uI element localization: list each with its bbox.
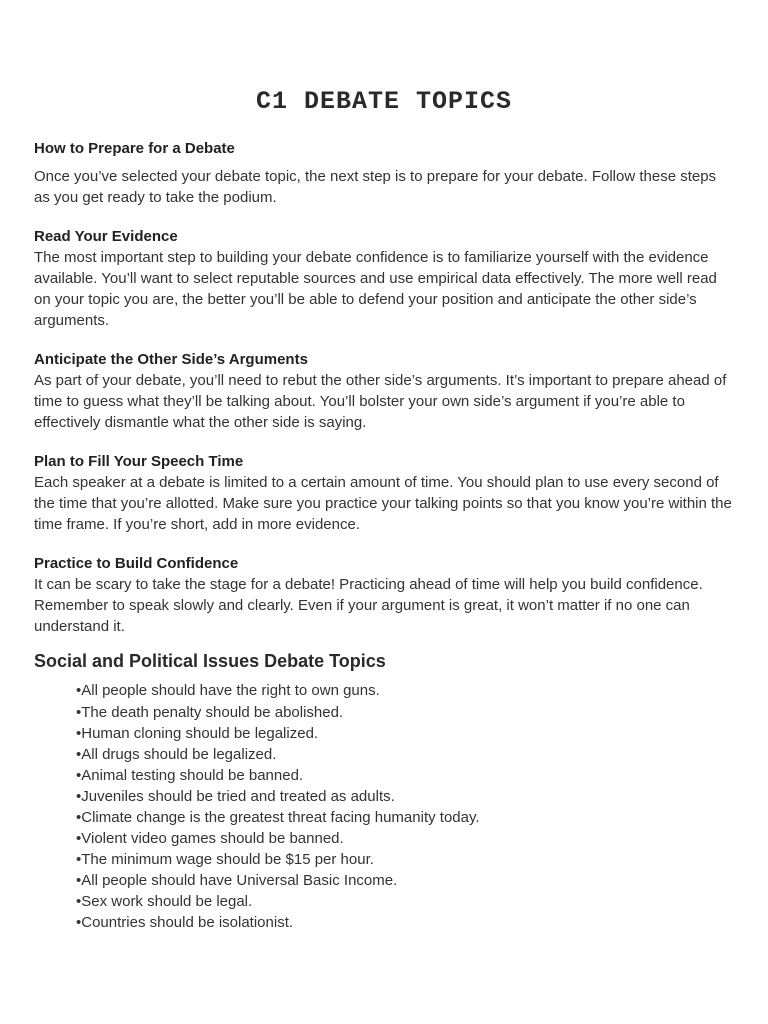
list-item: •Human cloning should be legalized. — [76, 724, 319, 742]
section-body: It can be scary to take the stage for a debate! Practicing ahead of time will help you build confidence. Remember to speak slowly and clearly. Even if your argument is great, it won’t matter if no one can understand it. — [34, 575, 703, 636]
section-anticipate-arguments — [34, 349, 734, 434]
section-read-evidence — [34, 226, 734, 332]
list-item: •Animal testing should be banned. — [76, 766, 304, 784]
list-item: •The death penalty should be abolished. — [76, 703, 344, 721]
section-speech-time — [34, 451, 734, 536]
page-title: C1 DEBATE TOPICS — [255, 87, 513, 116]
list-item: •All drugs should be legalized. — [76, 745, 277, 763]
section-prepare — [34, 138, 734, 209]
list-item: •Climate change is the greatest threat facing humanity today. — [76, 809, 480, 827]
section-heading: Practice to Build Confidence — [34, 554, 239, 572]
topics-list — [34, 680, 734, 933]
list-item: •All people should have the right to own guns. — [76, 682, 380, 700]
section-build-confidence — [34, 553, 734, 638]
section-body: As part of your debate, you’ll need to rebut the other side’s arguments. It’s important to prepare ahead of time to guess what they’ll be talking about. You’ll bolster your own side’s argument if you’re able to effectively dismantle what the other side is saying. — [34, 371, 727, 432]
section-heading: Plan to Fill Your Speech Time — [34, 452, 244, 470]
document-page — [34, 86, 734, 934]
list-item: •Violent video games should be banned. — [76, 830, 344, 848]
list-item: •Countries should be isolationist. — [76, 914, 294, 932]
list-item: •All people should have Universal Basic Income. — [76, 872, 398, 890]
topics-heading: Social and Political Issues Debate Topics — [34, 651, 386, 672]
list-item: •Sex work should be legal. — [76, 893, 253, 911]
list-item: •Juveniles should be tried and treated as adults. — [76, 787, 395, 805]
section-body: Once you’ve selected your debate topic, the next step is to prepare for your debate. Follow these steps as you get ready to take the podium. — [34, 168, 717, 207]
section-heading: Anticipate the Other Side’s Arguments — [34, 350, 308, 368]
section-heading: Read Your Evidence — [34, 227, 178, 245]
section-body: Each speaker at a debate is limited to a certain amount of time. You should plan to use every second of the time that you’re allotted. Make sure you practice your talking points so that you know you’re within the time frame. If you’re short, add in more evidence. — [34, 473, 732, 534]
section-body: The most important step to building your debate confidence is to familiarize yourself with the evidence available. You’ll want to select reputable sources and use empirical data effectively. The more well read on your topic you are, the better you’ll be able to defend your position and anticipate the other side’s arguments. — [34, 248, 717, 330]
section-heading: How to Prepare for a Debate — [34, 140, 235, 157]
list-item: •The minimum wage should be $15 per hour. — [76, 851, 374, 869]
